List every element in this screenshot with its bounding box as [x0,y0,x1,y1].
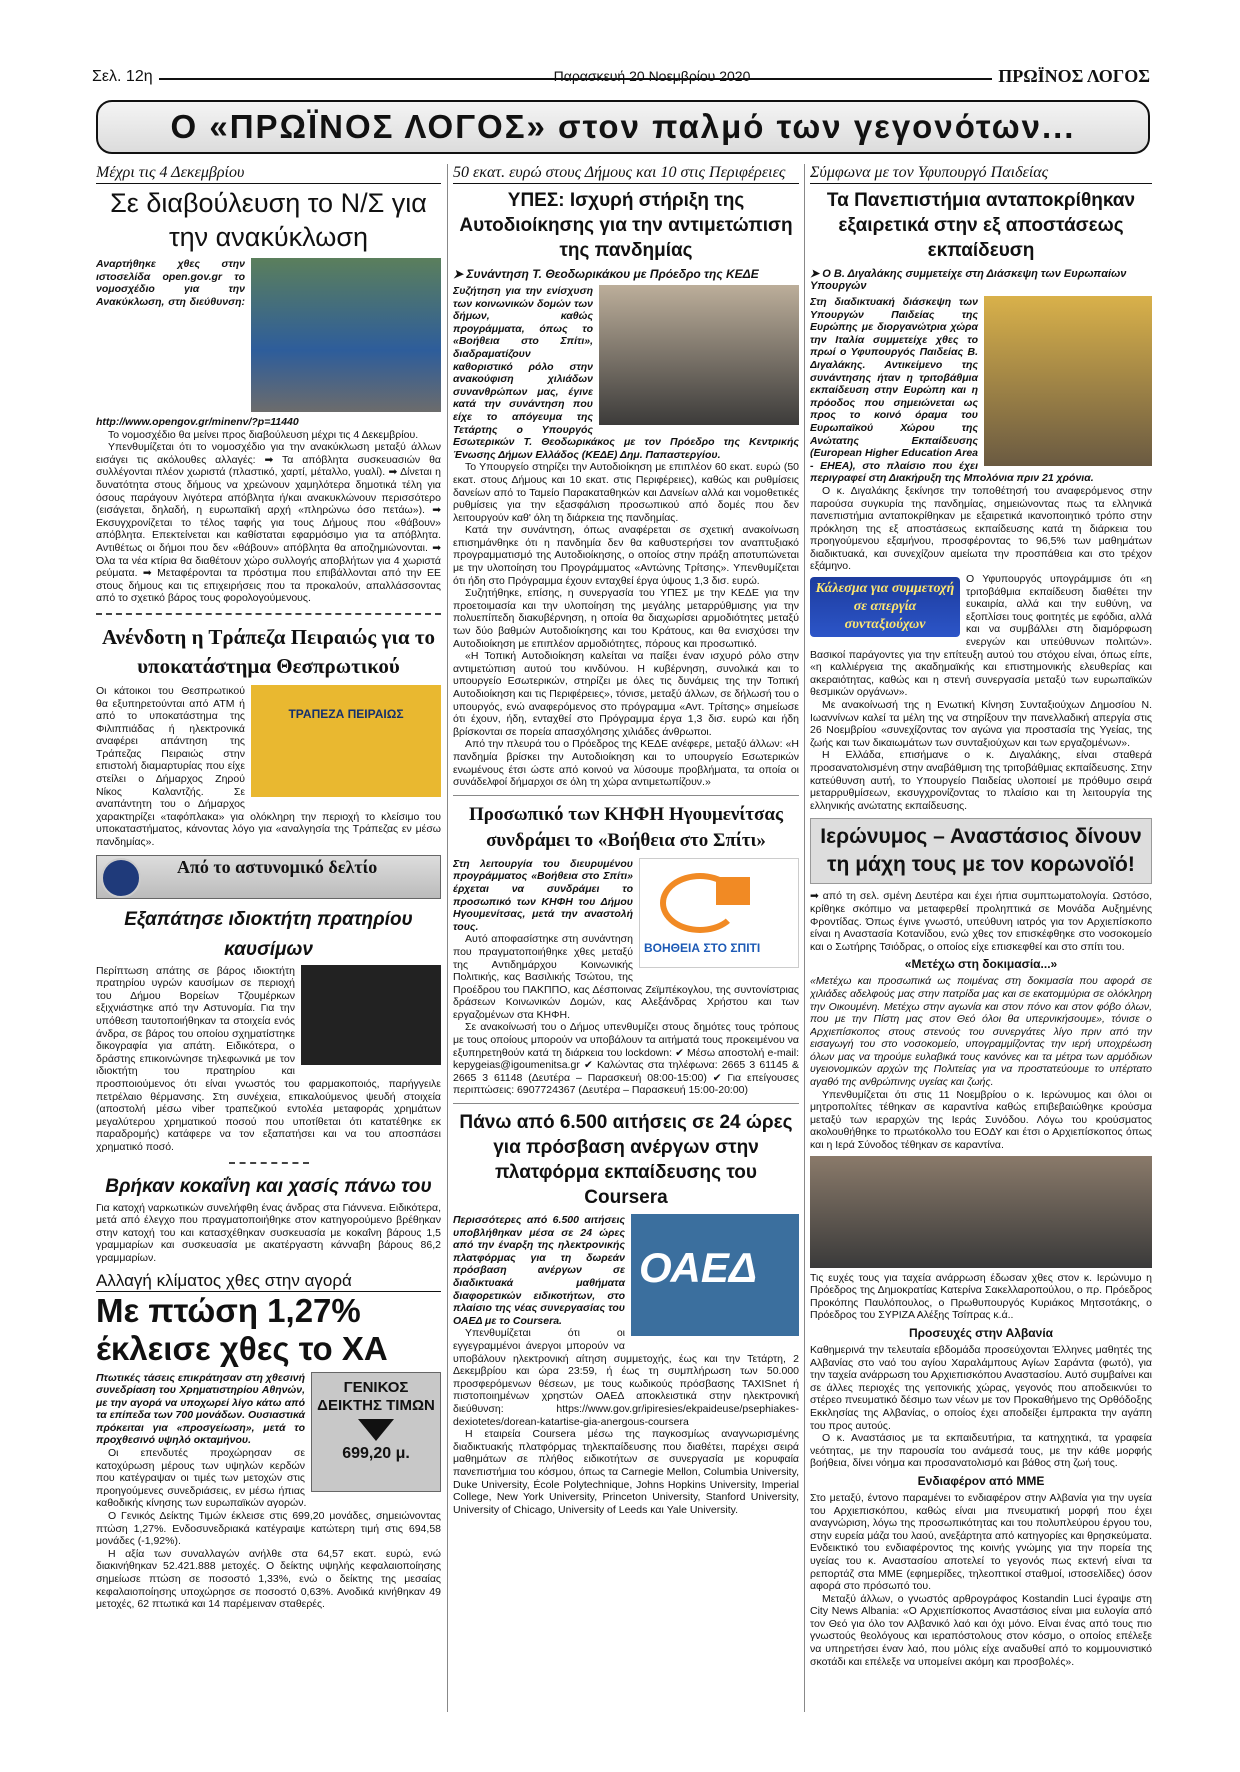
article-paragraph: Ο Γενικός Δείκτης Τιμών έκλεισε στις 699,20 μονάδες, σημειώνοντας πτώση 1,27%. Ενδοσυνεδριακά κατέγραψε κατώτερη τιμή στις 694,58 μονάδες (-1,92%). [96,1510,441,1548]
article-paragraph: Κατά την συνάντηση, όπως αναφέρεται σε σχετική ανακοίνωση επισημάνθηκε ότι η πανδημία δεν θα καθυστερήσει τον αναπτυξιακό προγραμματισμό της Αυτοδιοίκησης, ο οποίος στην πράξη αποτυπώνεται με την υλοποίηση του Προγράμματος «Αντώνης Τρίτσης». Υπενθυμίζεται ότι ήδη στο Πρόγραμμα έχουν ενταχθεί έργα ύψους 1,3 δισ. ευρώ. [453,524,799,587]
article-kicker: Σύμφωνα με τον Υφυπουργό Παιδείας [810,164,1152,184]
article-paragraph: Για κατοχή ναρκωτικών συνελήφθη ένας άνδρας στα Γιάννενα. Ειδικότερα, μετά από έλεγχο που πραγματοποιήθηκε στον κατηγορούμενο βρέθηκαν στην κατοχή του και κατασχέθηκαν συσκευασία με κοκαΐνη βάρους 1,5 γραμμαρίων και συσκευασία με ακατέργαστη κάνναβη βάρους 86,2 γραμμαρίων. [96,1201,441,1264]
logo-text: ΒΟΗΘΕΙΑ ΣΤΟ ΣΠΙΤΙ [644,940,761,955]
article-title: Ανένδοτη η Τράπεζα Πειραιώς για το υποκατάστημα Θεσπρωτικού [102,624,435,678]
divider [453,1103,799,1104]
article-title: Ιερώνυμος – Αναστάσιος δίνουν τη μάχη τους με τον κορωνοϊό! [820,825,1142,877]
article-paragraph: Σε ανακοίνωσή του ο Δήμος υπενθυμίζει στους δημότες τους τρόπους με τους οποίους μπορούν να υποβάλουν τα αιτήματά τους προκειμένου να εξυπηρετηθούν κατά τη διάρκεια του lockdown: ✔ Μέσω αποστολή e-mail: kepygeias@igoumenitsa.gr ✔ Καλώντας στα τηλέφωνα: 2665 3 61145 & 2665 3 61148 (Δευτέρα – Παρασκευή 08:00-15:00) ✔ Για επείγουσες περιπτώσεις: 6907724367 (Δευτέρα – Παρασκευή 15:00-20:00) [453,1021,799,1097]
article-paragraph: Περίπτωση απάτης σε βάρος ιδιοκτήτη πρατηρίου υγρών καυσίμων σε περιοχή του Δήμου Βορείων Τζουμέρκων εξιχνιάστηκε από την Αστυνομία. Για την υπόθεση ταυτοποιήθηκαν τα στοιχεία ενός άνδρα, σε βάρος του οποίου σχηματίστηκε δικογραφία για απάτη. Ειδικότερα, ο δράστης επικοινώνησε τηλεφωνικά με τον ιδιοκτήτη του πρατηρίου και προσποιούμενος ότι είναι γνωστός του φαρμακοποιός, παρήγγειλε πετρέλαιο θέρμανσης. Στη συνέχεια, επικαλούμενος ψευδή στοιχεία (αποστολή μέσω viber τραπεζικού εντολέα μεταφοράς χρημάτων μεγαλύτερου χρηματικού ποσού που υποτίθεται ότι κατατέθηκε εκ παραδρομής) κατάφερε να τον εξαπατήσει και να του αποσπάσει χρηματικό ποσό. [96,964,441,1153]
article-lead: Συζήτηση για την ενίσχυση των κοινωνικών δομών των δήμων, καθώς προγράμματα, όπως το «Βοήθεια στο Σπίτι», διαδραματίζουν καθοριστικό ρόλο στην ανακούφιση χιλιάδων συνανθρώπων μας, έγινε κατά την συνάντηση που είχε το απόγευμα της Τετάρτης ο Υπουργός Εσωτερικών Τ. Θεοδωρικάκος με τον Πρόεδρο της Κεντρικής Ένωσης Δήμων Ελλάδος (ΚΕΔΕ) Δημ. Παπαστεργίου. [453,285,799,461]
divider [229,1162,309,1164]
article-title: ΥΠΕΣ: Ισχυρή στήριξη της Αυτοδιοίκησης για την αντιμετώπιση της πανδημίας [459,190,793,261]
article-title: Προσωπικό των ΚΗΦΗ Ηγουμενίτσας συνδράμει το «Βοήθεια στο Σπίτι» [469,803,783,851]
article-paragraph: Η Ελλάδα, επισήμανε ο κ. Διγαλάκης, είναι σταθερά προσανατολισμένη στην αναβάθμιση της τριτοβάθμιας εκπαίδευσης. Στην κατεύθυνση αυτή, το Υπουργείο Παιδείας υλοποιεί με πρόθυμο σειρά μεταρρυθμίσεων, εκσυγχρονίζοντας το πλαίσιο και τη λειτουργία της ελληνικής ανώτατης εκπαίδευσης. [810,749,1152,812]
article-paragraph: Συζητήθηκε, επίσης, η συνεργασία του ΥΠΕΣ με την ΚΕΔΕ για την προετοιμασία και την υλοποίηση της μεγάλης μεταρρύθμισης για την πολυεπίπεδη διακυβέρνηση, η οποία θα διαχωρίσει αρμοδιότητες μεταξύ των δύο βαθμών Αυτοδιοίκησης και του Κράτους, και θα ενισχύσει την Αυτοδιοίκηση με επιπλέον αρμοδιότητες, πόρους και προσωπικό. [453,587,799,650]
index-label: ΓΕΝΙΚΟΣ ΔΕΙΚΤΗΣ ΤΙΜΩΝ [317,1378,435,1414]
article-paragraph: Το Υπουργείο στηρίζει την Αυτοδιοίκηση με επιπλέον 60 εκατ. ευρώ (50 εκατ. στους Δήμους και 10 εκατ. στις Περιφέρειες), καθώς και ρυθμίσεις δανείων από το Ταμείο Παρακαταθηκών και Δανείων αλλά και νομοθετικές ρυθμίσεις για την εξασφάλιση προσωπικού από δομές που δεν λειτουργούν καθ' όλη τη διάρκεια της πανδημίας. [453,461,799,524]
column-divider [804,164,805,1712]
pensioners-box [810,577,960,637]
article-subtitle: ➤ Συνάντηση Τ. Θεοδωρικάκου με Πρόεδρο της ΚΕΔΕ [453,267,759,281]
article-paragraph: Η αξία των συναλλαγών ανήλθε στα 64,57 εκατ. ευρώ, ενώ διακινήθηκαν 52.421.888 μετοχές. Ο δείκτης υψηλής κεφαλαιοποίησης σημείωσε πτώση σε ποσοστό 1,33%, ενώ ο δείκτης της μεσαίας κεφαλαιοποίησης υποχώρησε σε ποσοστό 0,63%. Ανοδικά κινήθηκαν 49 μετοχές, 62 πτωτικά και 14 παρέμειναν σταθερές. [96,1547,441,1611]
article-header-box [810,818,1152,884]
logo-house-icon [716,877,750,905]
article-lead: Περισσότερες από 6.500 αιτήσεις υποβλήθηκαν μέσα σε 24 ώρες από την έναρξη της ηλεκτρονικής πλατφόρμας για τη δωρεάν πρόσβαση ανέργων σε διαδικτυακά μαθήματα διαφορετικών ειδικοτήτων, στο πλαίσιο της νέας συνεργασίας του ΟΑΕΔ με το Coursera. [453,1214,625,1327]
police-report-label: Από το αστυνομικό δελτίο [177,856,378,877]
article-title: Τα Πανεπιστήμια ανταποκρίθηκαν εξαιρετικά στην εξ αποστάσεως εκπαίδευση [826,190,1136,261]
page-banner: Ο «ΠΡΩΪΝΟΣ ΛΟΓΟΣ» στον παλμό των γεγονότων... [96,100,1150,154]
article-lead: Στη λειτουργία του διευρυμένου προγράμματος «Βοήθεια στο Σπίτι» έρχεται να συνδράμει το προσωπικό των ΚΗΦΗ του Δήμου Ηγουμενίτσας, μετά την αναστολή τους. [453,857,633,933]
article-paragraph: Ο κ. Αναστάσιος με τα εκπαιδευτήρια, τα κατηχητικά, τα γραφεία νεότητας, με την παρουσία του ανάμεσά τους, με την κάθε μορφής βοήθεια, δίνει νόημα και προσανατολισμό και βάθος στη ζωή τους. [810,1432,1152,1470]
article-paragraph: Καθημερινά την τελευταία εβδομάδα προσεύχονται Έλληνες μαθητές της Αλβανίας στο ναό του αγίου Χαραλάμπους Αγίων Σαράντα (φωτό), για την ταχεία ανάρρωση του Αρχιεπισκόπου Αναστασίου. Αυτό συμβαίνει και σε άλλες περιοχές της γειτονικής χώρας, γεγονός που αποδεικνύει το στέρεο πνευματικό δέσιμο των νέων με τον Προκαθήμενο της Ορθόδοξης Εκκλησίας της Αλβανίας, ο οποίος έχει αποδείξει έμπρακτα την αγάπη του προς αυτούς. [810,1344,1152,1432]
article-paragraph: «Μετέχω και προσωπικά ως ποιμένας στη δοκιμασία που αφορά σε χιλιάδες αδελφούς μας στην πατρίδα μας και σε εκατομμύρια σε ολόκληρη την Οικουμένη. Μετέχω στην αγωνία και στον πόνο και στον φόβο όλων, που με την Πίστη μας στον Θεό όλοι θα υπερνικήσουμε», τόνισε ο Αρχιεπίσκοπος στους στενούς του συνεργάτες λίγο πριν από την εισαγωγή του στο νοσοκομείο, υπογραμμίζοντας την ιερή υποχρέωση όλων μας να τηρούμε ευλαβικά τους κανόνες και τα μέτρα των αρμόδιων υγειονομικών αρχών της Πολιτείας για να προστατεύουμε το υπέρτατο αγαθό της ανθρώπινης υγείας και ζωής. [810,975,1152,1089]
article-subheading: Ενδιαφέρον από ΜΜΕ [917,1473,1045,1488]
handcuffs-photo [301,965,441,1065]
column-divider [447,164,448,1712]
article-paragraph: Αυτό αποφασίστηκε στη συνάντηση που πραγματοποιήθηκε χθες μεταξύ της Αντιδημάρχου Κοινωνικής Πολιτικής, κας Βασιλικής Τσώτου, της Προέδρου του ΠΑΚΠΠΟ, κας Δέσποινας Ζεϊμπέκογλου, της συντονίστριας δράσεων Κοινωνικών Δομών, κας Αλεξάνδρας Χρήστου και των εργαζομένων στα ΚΗΦΗ. [453,933,799,1021]
article-subtitle: ➤ Ο Β. Διγαλάκης συμμετείχε στη Διάσκεψη των Ευρωπαίων Υπουργών [810,268,1127,292]
column-1 [96,164,441,1714]
article-paragraph: Υπενθυμίζεται ότι στις 11 Νοεμβρίου ο κ. Ιερώνυμος και όλοι οι μητροπολίτες τέθηκαν σε καραντίνα καθώς επιβεβαιώθηκε κρούσμα μεταξύ των ιεραρχών της Ιεράς Συνόδου. Λόγω του κρούσματος ακολουθήθηκε το πρωτόκολλο του ΕΟΔΥ και έτσι ο Αρχιεπίσκοπος όπως και η Ιερά Σύνοδος τέθηκαν σε καραντίνα. [810,1088,1152,1152]
down-arrow-icon [358,1419,394,1441]
bank-sign-photo [251,685,441,797]
meeting-photo [599,285,799,425]
article-paragraph: Στο μεταξύ, έντονο παραμένει το ενδιαφέρον στην Αλβανία για την υγεία του Αρχιεπισκόπου, καθώς είναι μια πνευματική μορφή που έχει αναγνώριση, λόγω της προσωπικότητας και του πολυπλεύρου έργου του, στην ευρεία μάζα του λαού, ανεξάρτητα από κατηγορίες και θρησκεύματα. Ενδεικτικό του ενδιαφέροντος της κοινής γνώμης για την πορεία της υγείας του κ. Αναστασίου αποτελεί το γεγονός πως εκτενή είναι τα ρεπορτάζ στα ΜΜΕ (εφημερίδες, τηλεοπτικοί σταθμοί, ιστοσελίδες) όσον αφορά στο πρόσωπό του. [810,1491,1152,1593]
article-title: Βρήκαν κοκαΐνη και χασίς πάνω του [105,1175,432,1197]
article-paragraph: Οι κάτοικοι του Θεσπρωτικού θα εξυπηρετούνται από ATM ή από το υποκατάστημα της Φιλιππιάδας ή ηλεκτρονικά αναφέρει απάντηση της Τράπεζας Πειραιώς στην επιστολή διαμαρτυρίας που είχε στείλει ο Δήμαρχος Ζηρού Νίκος Καλαντζής. Σε αναπάντητη του ο Δήμαρχος χαρακτηρίζει «ταφόπλακα» για ολόκληρη την περιοχή το κλείσιμο του υποκαταστήματος, κάνοντας λόγο για «αναλγησία της Τράπεζας εν μέσω πανδημίας». [96,684,441,849]
article-kicker: 50 εκατ. ευρώ στους Δήμους και 10 στις Περιφέρειες [453,164,799,184]
article-paragraph: Η εταιρεία Coursera μέσω της παγκοσμίως αναγνωρισμένης διαδικτυακής πλατφόρμας τηλεκπαίδευσης που διαθέτει, παρέχει σειρά μαθημάτων σε πλήθος ειδικοτήτων σε συνεργασία με κορυφαία πανεπιστήμια του κόσμου, όπως τα Carnegie Mellon, Columbia University, Duke University, École Polytechnique, Johns Hopkins University, Imperial College, New York University, Princeton University, Stanford University, University of Chicago, University of Leeds και Yale University. [453,1428,799,1516]
box-paragraph: Με ανακοίνωσή της η Ενωτική Κίνηση Συνταξιούχων Δημοσίου Ν. Ιωαννίνων καλεί τα μέλη της να στηρίξουν την πανελλαδική απεργία στις 26 Νοεμβρίου «συνεχίζοντας τον αγώνα για προστασία της Υγείας, της ζωής και των δικαιωμάτων των συνταξιούχων και των εργαζομένων». [810,699,1152,749]
article-paragraph: Υπενθυμίζεται ότι οι εγγεγραμμένοι άνεργοι μπορούν να υποβάλουν ηλεκτρονική αίτηση συμμετοχής, έως και την Τετάρτη, 2 Δεκεμβρίου και ώρα 23:59, ή έως τη συμπλήρωση των 50.000 προσφερόμενων θέσεων, με τους κωδικούς πρόσβασης TAXISnet ή πιστοποιημένων χρηστών ΟΑΕΔ αποκλειστικά στην ηλεκτρονική διεύθυνση: https://www.gov.gr/ipiresies/ekpaideuse/psephiakes-dexiotetes/dorean-katartise-gia-anergous-coursera [453,1327,799,1428]
general-index-box [311,1372,441,1492]
paper-name: ΠΡΩΪΝΟΣ ΛΟΓΟΣ [992,66,1150,87]
article-subheading: Προσευχές στην Αλβανία [908,1326,1054,1340]
article-title: Εξαπάτησε ιδιοκτήτη πρατηρίου καυσίμων [124,908,413,960]
student-laptop-photo [984,296,1152,466]
column-3 [810,164,1152,1714]
photo-caption: Τις ευχές τους για ταχεία ανάρρωση έδωσαν χθες στον κ. Ιερώνυμο η Πρόεδρος της Δημοκρατίας Κατερίνα Σακελλαροπούλου, ο πρ. Πρόεδρος Προκόπης Παυλόπουλος, ο Πρωθυπουργός Κυριάκος Μητσοτάκης, ο Πρόεδρος του ΣΥΡΙΖΑ Αλέξης Τσίπρας κ.ά.. [810,1271,1152,1322]
article-paragraph: Ο Υφυπουργός υπογράμμισε ότι «η τριτοβάθμια εκπαίδευση διαθέτει την ευκαιρία, αλλά και την ευθύνη, να εξοπλίσει τους φοιτητές με εφόδια, αλλά και να συμβάλλει στη διαμόρφωση ενεργών και υπεύθυνων πολιτών». Βασικοί παράγοντες για την επίτευξη αυτού του στόχου είναι, όπως είπε, «η καλλιέργεια της ακαδημαϊκής και επιστημονικής ελευθερίας και ακεραιότητας, καθώς και η στενή συνεργασία μεταξύ των ευρωπαϊκών θεσμικών οργάνων». [810,573,1152,699]
police-report-header [96,855,441,899]
index-value: 699,20 μ. [342,1444,410,1462]
article-paragraph: Το νομοσχέδιο θα μείνει προς διαβούλευση μέχρι τις 4 Δεκεμβρίου. [108,428,419,441]
article-paragraph: Από την πλευρά του ο Πρόεδρος της ΚΕΔΕ ανέφερε, μεταξύ άλλων: «Η πανδημία βρίσκει την Αυτοδιοίκηση και το υπουργείο Εσωτερικών ενωμένους έτσι ώστε από κοινού να λύσουμε προβλήματα, τα οποία οι συνάδελφοί δήμαρχοι σε όλη τη χώρα αντιμετωπίζουν.» [453,738,799,789]
oaed-photo [631,1214,799,1336]
article-kicker: Αλλαγή κλίματος χθες στην αγορά [96,1271,441,1292]
divider [453,795,799,796]
article-paragraph: ➡ από τη σελ. σμένη Δευτέρα και έχει ήπια συμπτωματολογία. Ωστόσο, κρίθηκε σκόπιμο να μεταφερθεί προληπτικά σε Μονάδα Αυξημένης Φροντίδας. Όπως έγινε γνωστό, υπεύθυνη ιατρός για τον Αρχιεπίσκοπο είναι η Αναστασία Κοτανίδου, ενώ χθες τον επισκέφθηκε στο νοσοκομείο και ο Σωτήρης Τσιόδρας, ο οποίος είχε επισκεφθεί και στο σπίτι του. [810,890,1152,953]
bank-sign-text: ΤΡΑΠΕΖΑ ΠΕΙΡΑΙΩΣ [288,706,404,721]
police-seal-icon [101,858,141,898]
article-subheading: «Μετέχω στη δοκιμασία...» [904,957,1058,972]
article-lead: Στη διαδικτυακή διάσκεψη των Υπουργών Παιδείας της Ευρώπης με διοργανώτρια χώρα την Ιταλία συμμετείχε χθες το πρωί ο Υφυπουργός Παιδείας Β. Διγαλάκης. Αντικείμενο της συνάντησης ήταν η τριτοβάθμια εκπαίδευση στην Ευρώπη και η πρόοδος που σημειώνεται ως προς το κοινό όραμα του Ευρωπαϊκού Χώρου της Ανώτατης Εκπαίδευσης (European Higher Education Area - EHEA), στο πλαίσιο που έχει περιγραφεί στη Διακήρυξη της Μπολόνια πριν 21 χρόνια. [810,296,1094,485]
article-title: Πάνω από 6.500 αιτήσεις σε 24 ώρες για πρόσβαση ανέργων στην πλατφόρμα εκπαίδευσης του Coursera [459,1112,793,1209]
article-paragraph: «Η Τοπική Αυτοδιοίκηση καλείται να παίξει έναν ισχυρό ρόλο στην αντιμετώπιση αυτού του κινδύνου. Η κυβέρνηση, συνολικά και το υπουργείο Εσωτερικών, στηρίζει με όλες τις δυνάμεις της την Τοπική Αυτοδιοίκηση και τις Περιφέρειες», τόνισε, μεταξύ άλλων, σε δήλωσή του ο υπουργός, ενώ αναφερόμενος στο πρόγραμμα «Αντ. Τρίτσης» σημείωσε ότι έχουν, ήδη, ενταχθεί στο Πρόγραμμα έργα 1,3 δισ. ευρώ και ήδη βρίσκονται σε πορεία απασχόλησης χιλιάδες άνθρωποι. [453,650,799,738]
divider [96,613,441,615]
article-paragraph: Υπενθυμίζεται ότι το νομοσχέδιο για την ανακύκλωση μεταξύ άλλων εισάγει τις ακόλουθες αλλαγές: ➡ Τα απόβλητα συσκευασιών θα συλλέγονται πλέον χωριστά (πλαστικό, χαρτί, μέταλλο, γυαλί). ➡ Δίνεται η δυνατότητα στους δήμους να χρεώνουν χαμηλότερα δημοτικά τέλη για όσους παράγουν λιγότερα απόβλητα ή/και ανακυκλώνουν περισσότερο (εισάγεται, δηλαδή, η ευρωπαϊκή αρχή «πληρώνω όσο πετάω»). ➡ Εκσυγχρονίζεται το τέλος ταφής για τους Δήμους που «θάβουν» απόβλητα. Επεκτείνεται και καθίσταται εφαρμόσιμο για τα απόβλητα. Αντιθέτως οι δήμοι που δεν «θάβουν» απόβλητα θα αποζημιώνονται. ➡ Όλα τα νέα κτίρια θα διαθέτουν χώρο συλλογής αποβλήτων για 4 χωριστά ρεύματα. ➡ Μεταφέρονται τα πρόστιμα που επιβάλλονται από την ΕΕ στους δήμους και τις επιχειρήσεις που τα προκαλούν, απαλλάσσοντας από το σχετικό βάρος τους φορολογούμενους. [96,441,441,605]
article-paragraph: Οι επενδυτές προχώρησαν σε κατοχύρωση μέρους των υψηλών κερδών που κατέγραψαν οι τιμές των μετοχών στις προηγούμενες συνεδριάσεις, εν μέσω ήπιας καθοδικής κίνησης των ευρωπαϊκών αγορών. [96,1447,307,1510]
column-2 [453,164,799,1714]
article-paragraph: Ο κ. Διγαλάκης ξεκίνησε την τοποθέτησή του αναφερόμενος στην παρούσα συγκυρία της πανδημίας, σημειώνοντας πως τα ελληνικά πανεπιστήμια ανταποκρίθηκαν με εξαιρετικά ικανοποιητικό τρόπο στην πρόκληση της εξ αποστάσεως εκπαίδευσης κατά τη διάρκεια του προηγούμενου εξαμήνου, προσφέροντας το 96,5% των μαθημάτων διαδικτυακά, και συνεχίζουν αμείωτα την προσπάθεια και στο τρέχον εξάμηνο. [810,484,1152,573]
article-title: Με πτώση 1,27% έκλεισε χθες το ΧΑ [96,1291,388,1367]
church-prayer-photo [810,1156,1152,1268]
box-title: Κάλεσμα για συμμετοχή σε απεργία συνταξιούχων [810,577,960,637]
article-kicker: Μέχρι τις 4 Δεκεμβρίου [96,164,441,184]
article-paragraph: Μεταξύ άλλων, ο γνωστός αρθρογράφος Kostandin Luci έγραψε στη City News Albania: «Ο Αρχιεπίσκοπος Αναστάσιος είναι μια ευλογία από τον Θεό για όλο τον Αλβανικό λαό και όχι μόνο. Είναι ένας από τους πιο γνωστούς θεολόγους και ιεραπόστολους στον κόσμο, ο οποίος επέλεξε να υπηρετήσει έναν λαό, που μόλις είχε αναδυθεί από το κομμουνιστικό σκοτάδι και επέλεξε να υπομείνει ακόμη και προσβολές». [810,1592,1152,1668]
issue-date: Παρασκευή 20 Νοεμβρίου 2020 [553,68,751,84]
article-lead: Αναρτήθηκε χθες στην ιστοσελίδα open.gov.gr το νομοσχέδιο για την Ανακύκλωση, στη διεύθυνση: http://www.opengov.gr/minenv/?p=11440 [96,258,299,428]
recycling-bins-photo [251,258,441,412]
oaed-logo-text: ΟΑΕΔ [639,1244,758,1292]
help-at-home-logo [639,858,799,968]
article-lead: Πτωτικές τάσεις επικράτησαν στη χθεσινή συνεδρίαση του Χρηματιστηρίου Αθηνών, με την αγορά να υποχωρεί λίγο κάτω από τα επίπεδα των 700 μονάδων. Ουσιαστικά πρόκειται για «προσγείωση», μετά το προχθεσινό υψηλό οκταμήνου. [96,1371,305,1447]
page-header [92,66,1150,92]
article-title: Σε διαβούλευση το Ν/Σ για την ανακύκλωση [110,188,427,252]
page-number: Σελ. 12η [92,68,159,86]
